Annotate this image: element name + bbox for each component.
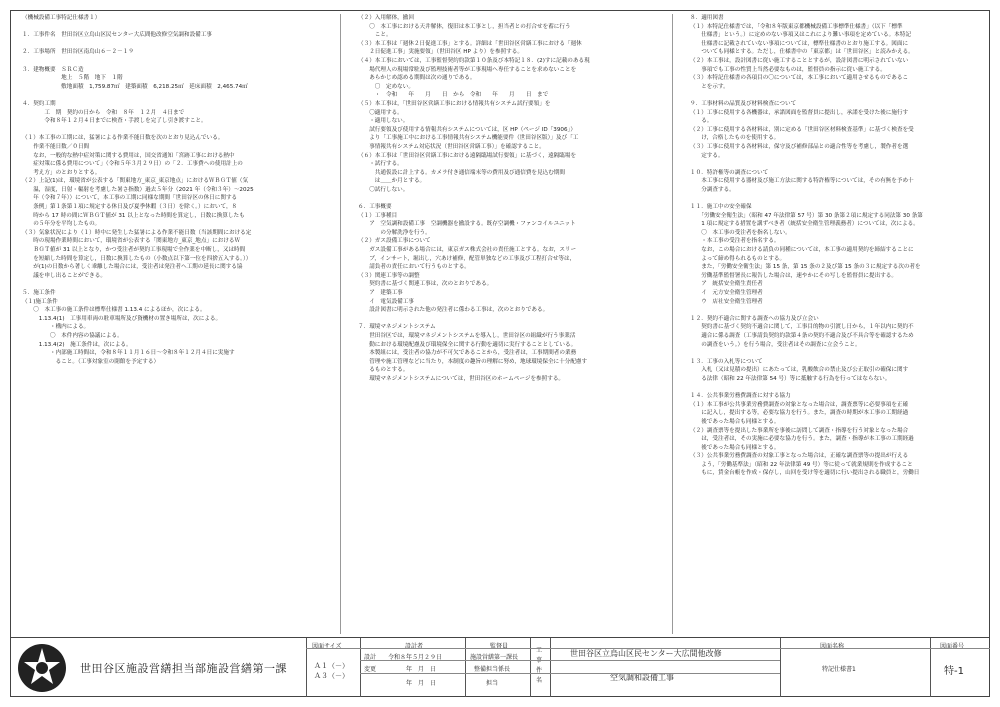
- spec-column-3: ８．適用図書 （１）本特記仕様書では，「令和８年版東京都機械設備工事標準仕様書」（以下「標準 仕様書」という。）に定めのない事項又はこれにより難い事項を定めている。本特記 仕様書に記載されていない事項については，標準仕様書のとおり施工する。図面に ついても同様とする。ただし，仕様書中の「東京都」は「世田谷区」と読みかえる。 （２）本工事は，設計図書に従い施工することとするが，設計図書に明示されていない 事項でも工事の性質上当然必要なものは，監督員の指示に従い施工する。 （３）本特記仕様書の各項目の〇については，本工事において適用させるものであるこ とを示す。 ９．工事材料の品質及び材料検査について （１）工事に使用する各機器は，承諾図面を監督員に提出し，承諾を受けた後に施行す る。 （２）工事に使用する各材料は，別に定める「世田谷区材料検査基準」に基づく検査を受 け，合格したものを使用する。 （３）工事に使用する各材料は，保守及び補修部品との適合性等を考慮し，製作者を選 定する。 １０．特許権等の調査について 本工事に使用する器材及び施工方法に関する特許権等については，その有無を予め十 分調査する。 １１．施工中の安全確保 「労働安全衛生法」（昭和 47 年法律第 57 号）第 30 条第２項に規定する同法第 30 条第 1 項に規定する措置を講ずべき者（統括安全衛生管理義務者）については，次による。 〇 本工事の受注者を指名しない。 ・本工事の受注者を指名する。 なお，この場合における請負の同種については，本工事の適用契約を締結することに よって締め得られるものとする。 また，「労働安全衛生法」第 15 条，第 15 条の２及び第 15 条の３に規定する次の者を 労働基準監督署長に報告した場合は，速やかにその写しを監督員に提出する。 ア 統括安全衛生責任者 イ 元方安全衛生管理者 ウ 店社安全衛生管理者 １２．契約不適合に関する調査への協力及び立会い 契約書に基づく契約不適合に関して，工事目的物の引渡し日から，１年以内に契約不 適合に係る調査（工事請負契約約款第４条の契約不適合及び不具合等を確認するため の調査をいう。）を行う場合，受注者はその調査に立会うこと。 １３．工事の入札等について 入札（又は見積の提出）にあたっては，乳酸飲合の禁止及び公正取引の確保に関す る法律（昭和 22 年法律第 54 号）等に抵触する行為を行ってはならない。 １４．公共事業労務費調査に対する協力 （１）本工事が公共事業労務費調査の対象となった場合は，調査票等に必要事項を正確 に記入し，提出する等，必要な協力を行う。また，調査の時期が本工事の工期経過 後であった場合も同様とする。 （２）調査票等を提出した事業所を事後に訪問して調査・指導を行う対象となった場合 は，受注者は，その実施に必要な協力を行う。また，調査・指導が本工事の工期経過 後であった場合も同様とする。 （３）公共事業労務費調査の対象工事となった場合は，正確な調査票等の提出が行える よう，「労働基準法」（昭和 22 年法律第 49 号）等に従って就業規則を作成すること もに，賃金台帳を作成・保存し，山回を受け等を適切に行い提出される職員と，労働日: [690, 15, 923, 477]
- column-divider: [672, 14, 673, 634]
- org-name: 世田谷区施設営繕担当部施設営繕第一課: [80, 662, 287, 675]
- change-date: 年 月 日: [406, 666, 437, 673]
- size-label: 図面サイズ: [312, 643, 342, 650]
- change-label: 変更: [364, 666, 377, 673]
- design-label: 設計: [364, 654, 377, 661]
- designer-label: 設計者: [405, 643, 424, 650]
- supervisor-1: 施設営繕第一課長: [470, 654, 519, 661]
- supervisor-3: 担当: [486, 680, 499, 687]
- setagaya-emblem-icon: [16, 642, 68, 694]
- project-label: 工事件名: [536, 647, 543, 684]
- project-name: 世田谷区立烏山区民センター大広間他改修: [570, 649, 722, 658]
- project-subtitle: 空気調和設備工事: [610, 673, 674, 682]
- design-date: 令和８年５月２９日: [388, 654, 443, 661]
- drawing-name: 特記仕様書1: [822, 666, 856, 673]
- drawing-number: 特-1: [944, 666, 964, 677]
- supervisor-2: 整備担当係長: [474, 666, 511, 673]
- date-blank: 年 月 日: [406, 680, 437, 687]
- spec-column-1: （機械設備工事特記仕様書１） １．工事件名 世田谷区立烏山区民センター大広間他改修空気調和設備工事 ２．工事場所 世田谷区南烏山６－２－１９ ３．建物概要 ＳＲＣ造 地上 ５階 地下 １階 敷地面積 1,759.87㎡ 建築面積 6,218.25㎡ 延床面積 2,465.74㎡ ４．契約工期 工 期 契約の日から 令和 ８年 １２月 ４日まで 令和８年１２月４日までに検査・手渡しを完了し引き渡すこと。 （１）本工事の工期には，猛暑による作業不能日数を次のとおり見込んでいる。 作業不能日数／０日間 なお，一般的な熱中症対策に関する費用は，国交省通知「宮跡工事における熱中 症対策に係る費用について」（令和５年３月２９日）の「２．工事費への使用計上の 考え方」のとおりとする。 （２）上記(1)は，環境省が公表する「関東地方_東京_東京地点」におけるＷＢＧＴ値（気 温，湿度，日射・輻射を考慮した暑さ指数）過去５年分（2021 年（令和３年）～2025 年（令和７年））について，本工事の工期に同様な期間「世田谷区の休日に関する 条例」第１条第１項に規定する休日及び夏季休暇（３日）を除く。）において，８ 時から 17 時の間にＷＢＧＴ値が 31 以上となった時間を算定し，日数に換算したも の５年分を平均したもの。 （３）気象状況により（１）時中に発生した猛暑による作業不能日数（当該期間における定 時の現場作業時間において，環境省が公表する「関東地方_東京_地点」におけるＷ ＢＧＴ値が 31 以上となり，かつ受注者が契約工事現場で全作業を中断し，又は時間 を短縮した時間を算定し，日数に換算したもの（小数点以下第一位を四捨五入する。）） が(1)の日数から著しく乖離した場合には，受注者は発注者へ工期の延長に関する協 議を申し出ることができる。 ５．施工条件 （１)施工条件 〇 本工事の施工条件は標準仕様書 1.13.4 によるほか，次による。 1.13.4(1) 工事用車両の駐車場所及び資機材の置き場所は，次による。 ・構内による。 〇 本件内容の協議による。 1.13.4(2) 施工条件は，次による。 ・内部施工時間は，令和８年１１月１６日～令和８年１２月４日に実施す ること。（工事対象室の閉館を予定する）: [22, 15, 254, 365]
- column-divider: [340, 14, 341, 634]
- drawing-name-label: 図面名称: [820, 643, 845, 650]
- supervisor-label: 監督員: [490, 643, 509, 650]
- spec-column-2: （２）入用解体，撤回 〇 本工事における天井解体，復旧は本工事とし，担当者との打合せを蓄に行う こと。 （３）本工事は「週休２日促進工事」とする。詳細は「世田谷区営繕工事における「週休 ２日促進工事」実施要領」（世田谷区 HP より）を参照する。 （４）本工事においては，工事監督契約約款第１０条及び本特記１８．(2)すに記載のある現 場代理人の現場常駐及び監理技術者等が工事現場へ専任することを求めないことを あらかじめ認める期間は次の通りである。 〇 定めない。 ・ 令和 年 月 日 から 令和 年 月 日 まで （５）本工事は，「世田谷区営繕工事における情報共有システム試行要領」を 〇適用する。 ・適用しない。 試行要領及び使用する情報共有システムについては，区 HP（ページ ID「3906」） より「工事施工中における工事情報共有システム機能要件（世田谷区版）」及び「工 事情報共有システム対応状況（世田谷区営繕工事）」を確認すること。 （６）本工事は「世田谷区営繕工事における遠隔臨場試行要領」に基づく，遠隔臨場を ・試行する。 共通仮設に計上する。カメラ付き通信端末等の費用及び通信費を見込む期間 は＿＿か月とする。 〇試行しない。 ６．工事概要 （１）工事種目 ア 空気調和設備工事 空調機器を撤設する。既存空調機・ファンコイルユニット の分解洗浄を行う。 （２）ガス設備工事について ガス設備工事がある場合には，東京ガス株式会社の責任施工とする。なお，スリー ブ，インサート，堀出し，穴あけ補修，配管単独などの工事及び工程打合せ等は， 請負者の責任において行うものとする。 （３）関連工事等の調整 契約書に基づく関連工事は，次のとおりである。 ア 建築工事 イ 電気設備工事 設計図書に明示された他の発注者に係わる工事は，次のとおりである。 ７．環境マネジメントシステム 世田谷区では，環境マネジメントシステムを導入し，世田谷区の組織が行う事業活 動における環境配慮及び環境保全に関する行動を適切に実行することとしている。 本製組には，受注者の協力が不可欠であることから，受注者は，工事期間者の業務 管理や施工管理などに当たり，本制度の趣旨の理解に努め，地球環境保全に十分配慮す るものとする。 環境マネジメントシステムについては，世田谷区のホームページを参照する。: [358, 15, 590, 382]
- size-a1: Ａ１（－）: [314, 662, 349, 670]
- size-a3: Ａ３（－）: [314, 672, 349, 680]
- drawing-number-label: 図面番号: [940, 643, 965, 650]
- title-block: [10, 637, 990, 697]
